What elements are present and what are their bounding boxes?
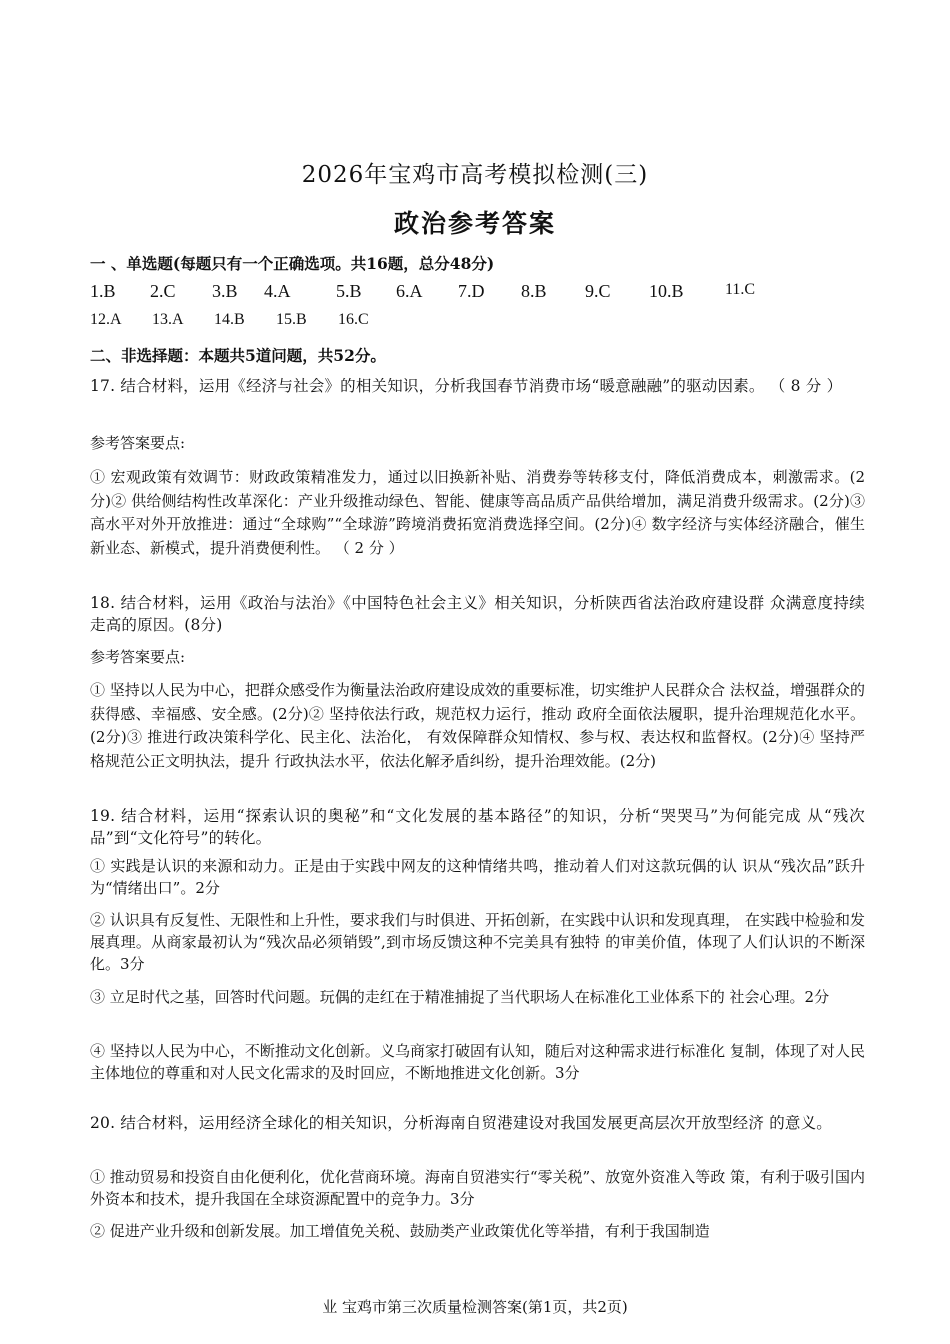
answer-20-point-1: ① 推动贸易和投资自由化便利化，优化营商环境。海南自贸港实行“零关税”、放宽外资准入等政 策，有利于吸引国内外资本和技术，提升我国在全球资源配置中的竞争力。3分 — [90, 1168, 865, 1208]
ref-label-17: 参考答案要点: — [90, 434, 186, 452]
mcq-row-2 — [90, 311, 400, 329]
mcq-answer: 7.D — [458, 281, 485, 301]
mcq-answer: 13.A — [152, 311, 184, 328]
mcq-answer: 10.B — [649, 281, 684, 301]
page-footer: 业 宝鸡市第三次质量检测答案(第1页，共2页) — [322, 1298, 628, 1316]
mcq-row-1 — [90, 281, 785, 302]
answer-20-point-2: ② 促进产业升级和创新发展。加工增值免关税、鼓励类产业政策优化等举措，有利于我国制造 — [90, 1222, 710, 1240]
answer-19-point-2: ② 认识具有反复性、无限性和上升性，要求我们与时俱进、开拓创新，在实践中认识和发现真理， 在实践中检验和发展真理。从商家最初认为“残次品必须销毁”,到市场反馈这种不完美具有独特 的审美价值，体现了人们认识的不断深化。3分 — [90, 911, 865, 973]
mcq-answer: 2.C — [150, 281, 176, 301]
page-title: 2026年宝鸡市高考模拟检测(三) — [301, 162, 649, 188]
question-18: 18. 结合材料，运用《政治与法治》《中国特色社会主义》相关知识，分析陕西省法治政府建设群 众满意度持续走高的原因。(8分) — [90, 594, 865, 634]
mcq-answer: 6.A — [396, 281, 423, 301]
mcq-answer: 15.B — [276, 311, 307, 328]
mcq-answer: 14.B — [214, 311, 245, 328]
answer-19-point-1: ① 实践是认识的来源和动力。正是由于实践中网友的这种情绪共鸣，推动着人们对这款玩偶的认 识从“残次品”跃升为“情绪出口”。2分 — [90, 857, 865, 897]
mcq-answer: 16.C — [338, 311, 369, 328]
answer-17: ① 宏观政策有效调节：财政政策精准发力，通过以旧换新补贴、消费券等转移支付，降低消费成本，刺激需求。(2分)② 供给侧结构性改革深化：产业升级推动绿色、智能、健康等高品质产品供给增加，满足消费升级需求。(2分)③ 高水平对外开放推进：通过“全球购”“全球游”跨境消费拓宽消费选择空间。(2分)④ 数字经济与实体经济融合，催生新业态、新模式，提升消费便利性。 （ 2 分 ） — [90, 468, 865, 557]
mcq-answer: 5.B — [336, 281, 362, 301]
mcq-answer: 8.B — [521, 281, 547, 301]
section2-heading: 二、非选择题：本题共5道问题，共52分。 — [90, 346, 386, 365]
mcq-answer: 1.B — [90, 281, 116, 301]
answer-18: ① 坚持以人民为中心，把群众感受作为衡量法治政府建设成效的重要标准，切实维护人民群众合 法权益，增强群众的获得感、幸福感、安全感。(2分)② 坚持依法行政，规范权力运行，推动 政府全面依法履职，提升治理规范化水平。(2分)③ 推进行政决策科学化、民主化、法治化， 有效保障群众知情权、参与权、表达权和监督权。(2分)④ 坚持严格规范公正文明执法，提升 行政执法水平，依法化解矛盾纠纷，提升治理效能。(2分) — [90, 681, 865, 770]
question-17: 17. 结合材料，运用《经济与社会》的相关知识，分析我国春节消费市场“暖意融融”的驱动因素。 （ 8 分 ） — [90, 377, 843, 395]
mcq-answer: 3.B — [212, 281, 238, 301]
page-subtitle: 政治参考答案 — [393, 209, 556, 238]
mcq-answer: 4.A — [264, 281, 291, 301]
answer-19-point-3: ③ 立足时代之基，回答时代问题。玩偶的走红在于精准捕捉了当代职场人在标准化工业体系下的 社会心理。2分 — [90, 988, 830, 1006]
ref-label-18: 参考答案要点: — [90, 648, 186, 666]
section1-heading: 一 、单选题(每题只有一个正确选项。共16题，总分48分) — [90, 254, 495, 273]
question-20: 20. 结合材料，运用经济全球化的相关知识，分析海南自贸港建设对我国发展更高层次开放型经济 的意义。 — [90, 1114, 833, 1132]
question-19: 19. 结合材料，运用“探索认识的奥秘”和“文化发展的基本路径”的知识，分析“哭哭马”为何能完成 从“残次品”到“文化符号”的转化。 — [90, 807, 865, 847]
mcq-answer: 9.C — [585, 281, 611, 301]
mcq-answer: 11.C — [725, 281, 756, 298]
mcq-answer: 12.A — [90, 311, 122, 328]
answer-19-point-4: ④ 坚持以人民为中心，不断推动文化创新。义乌商家打破固有认知，随后对这种需求进行标准化 复制，体现了对人民主体地位的尊重和对人民文化需求的及时回应，不断地推进文化创新。3分 — [90, 1042, 865, 1082]
